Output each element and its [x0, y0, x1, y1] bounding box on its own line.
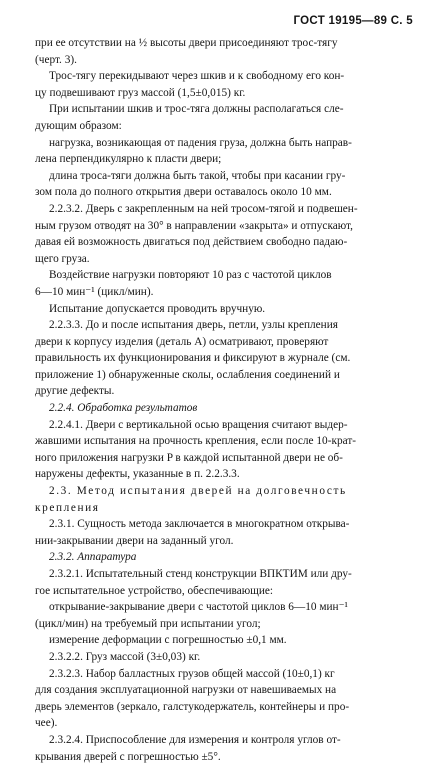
text-line: (цикл/мин) на требуемый при испытании угол;	[35, 617, 261, 630]
text-line: дующим образом:	[35, 119, 122, 132]
document-body	[35, 35, 420, 765]
text-line: чее).	[35, 717, 58, 730]
text-line: цу подвешивают груз массой (1,5±0,015) кг.	[35, 86, 246, 99]
text-line: при ее отсутствии на ½ высоты двери присоединяют трос-тягу	[35, 37, 338, 49]
text-line: измерение деформации с погрешностью ±0,1 мм.	[49, 634, 287, 647]
text-line: 2.2.3.2. Дверь с закрепленным на ней тросом-тягой и подвешен-	[49, 202, 358, 215]
text-line: наружены дефекты, указанные в п. 2.2.3.3.	[35, 468, 240, 481]
text-line: 2.3.2.4. Приспособление для измерения и контроля углов от-	[49, 733, 341, 746]
section-heading: 2.3.2. Аппаратура	[49, 551, 137, 564]
text-line: 6—10 мин⁻¹ (цикл/мин).	[35, 285, 154, 298]
text-line: открывание-закрывание двери с частотой циклов 6—10 мин⁻¹	[49, 601, 348, 614]
text-line: нии-закрывании двери на заданный угол.	[35, 534, 234, 547]
text-line: щего груза.	[35, 252, 90, 265]
text-line: Трос-тягу перекидывают через шкив и к свободному его кон-	[49, 70, 345, 83]
text-line: 2.2.4.1. Двери с вертикальной осью вращения считают выдер-	[49, 418, 348, 431]
text-line: приложение 1) обнаруженные сколы, ослабления соединений и	[35, 368, 340, 381]
text-line: (черт. 3).	[35, 53, 77, 66]
text-line: длина троса-тяги должна быть такой, чтобы при касании гру-	[49, 169, 346, 182]
text-line: правильность их функционирования и фиксируют в журнале (см.	[35, 352, 351, 365]
text-line: лена перпендикулярно к пласти двери;	[35, 153, 222, 166]
text-line: крывания дверей с погрешностью ±5°.	[35, 750, 221, 763]
text-line: 2.3.2.3. Набор балластных грузов общей массой (10±0,1) кг	[49, 667, 335, 680]
text-line: нагрузка, возникающая от падения груза, должна быть направ-	[49, 136, 352, 149]
text-line: дверь элементов (зеркало, галстукодержатель, контейнеры и про-	[35, 700, 350, 713]
text-line: Испытание допускается проводить вручную.	[49, 302, 266, 315]
page-header: ГОСТ 19195—89 С. 5	[293, 15, 413, 27]
section-heading: крепления	[35, 501, 100, 514]
text-line: 2.3.2.1. Испытательный стенд конструкции ВПКТИМ или дру-	[49, 568, 352, 580]
text-line: 2.3.2.2. Груз массой (3±0,03) кг.	[49, 650, 201, 663]
text-line: 2.3.1. Сущность метода заключается в многократном открыва-	[49, 518, 350, 531]
text-line: ного приложения нагрузки P в каждой испытанной двери не об-	[35, 451, 343, 464]
text-line: Воздействие нагрузки повторяют 10 раз с частотой циклов	[49, 269, 332, 282]
text-line: для создания эксплуатационной нагрузки от навешиваемых на	[35, 684, 337, 697]
text-line: жавшими испытания на прочность крепления, если после 10-крат-	[35, 435, 357, 448]
text-line: другие дефекты.	[35, 385, 115, 398]
text-line: 2.2.3.3. До и после испытания дверь, петли, узлы крепления	[49, 319, 338, 332]
section-heading: 2.2.4. Обработка результатов	[49, 402, 198, 415]
text-line: давая ей возможность двигаться под действием свободно падаю-	[35, 236, 348, 249]
text-line: ным грузом отводят на 30° в направлении «закрыта» и отпускают,	[35, 219, 353, 232]
text-line: зом пола до полного открытия двери оставалось около 10 мм.	[35, 186, 332, 199]
text-line: При испытании шкив и трос-тяга должны располагаться сле-	[49, 103, 344, 116]
section-heading: 2.3. Метод испытания дверей на долговечность	[49, 485, 347, 498]
text-line: гое испытательное устройство, обеспечивающие:	[35, 584, 274, 597]
text-line: двери к корпусу изделия (деталь А) осматривают, проверяют	[35, 335, 329, 348]
